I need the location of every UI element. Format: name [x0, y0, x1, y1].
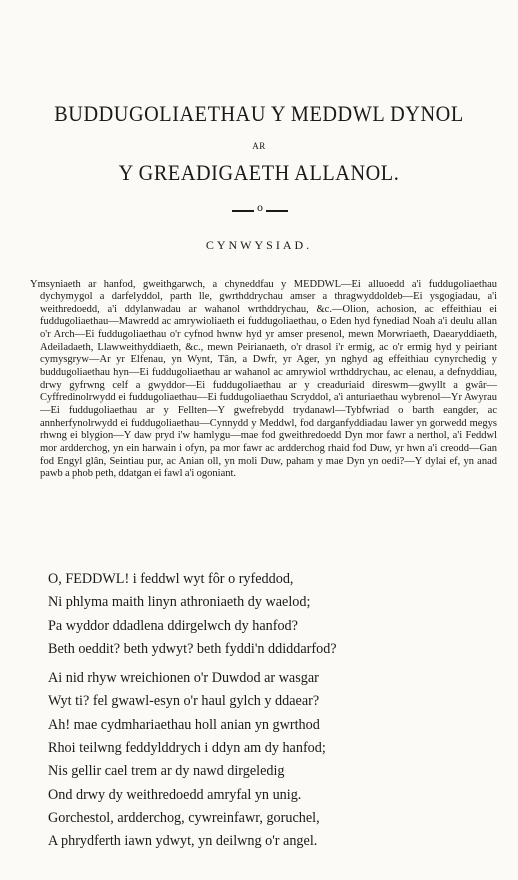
- title-connector: AR: [252, 141, 266, 151]
- poem-line: A phrydferth iawn ydwyt, yn deilwng o'r angel.: [48, 833, 318, 850]
- main-title-line-2: Y GREADIGAETH ALLANOL.: [118, 160, 400, 185]
- section-ornament: [0, 203, 518, 217]
- poem-line: Gorchestol, ardderchog, cywreinfawr, goruchel,: [48, 809, 320, 826]
- main-title-line-1: BUDDUGOLIAETHAU Y MEDDWL DYNOL: [54, 101, 464, 126]
- contents-summary: Ymsyniaeth ar hanfod, gweithgarwch, a chyneddfau y MEDDWL—Ei alluoedd a'i fuddugoliaethau dychymygol a darfelyddol, parth lle, gwrthddrychau amser a thragwyddoldeb—Ei ysgogiadau, a'i weithredoedd, a'i ddylanwadau ar wahanol wrthddrychau, &c.—Olion, achosion, ac effeithiau ei fuddugoliaethau—Mawredd ac amrywioliaeth ei fuddugoliaethau, o Eden hyd fynediad Noah a'i deulu allan o'r Arch—Ei fuddugoliaethau o'r cyfnod hwnw hyd yr amser presenol, mewn Morwriaeth, Daearyddiaeth, Adeiladaeth, Llawweithyddiaeth, &c., mewn Peirianaeth, o'r drasol i'r ermig, ac o'r ermig hyd y peiriant cymysgryw—Ar yr Elfenau, yn Wynt, Tân, a Dwfr, yr Ager, yn nghyd ag effeithiau cynyrchedig y buddugoliaethau hyn—Ei fuddugoliaethau ar wahanol ac amrywiol wrthddrychau, ac elenau, a defnyddiau, drwy gyfrwng celf a gwyddor—Ei fuddugoliaethau ar y creaduriaid direswm—gwyllt a gwâr—Cyffredinolrwydd ei fuddugoliaethau—Ei fuddugoliaethau Scryddol, a'i anturiaethau wybrenol—Yr Awyrau—Ei fuddugoliaethau ar y Fellten—Y gwefrebydd trydanawl—Tybfwriad o barth eangder, ac annherfynolrwydd ei fuddugoliaethau—Cynnydd y Meddwl, fod darganfyddiadau lawer yn gorwedd megys rhwng ei blygion—Y daw pryd i'w hamlygu—mae fod gweithredoedd Dyn mor fawr a nerthol, a'i Feddwl mor ardderchog, yn ein harwain i ofyn, pa mor fawr ac ardderchog rhaid fod Duw, yr hwn a'i creodd—Gan fod Engyl glân, Seintiau pur, ac Anian oll, yn moli Duw, paham y mae Dyn yn oedi?—Y dylai ef, yn anad pawb a phob peth, ddatgan ei fawl a'i ogoniant.: [30, 278, 497, 480]
- poem-line: Pa wyddor ddadlena ddirgelwch dy hanfod?: [48, 617, 298, 634]
- ornament-circle: o: [256, 203, 264, 214]
- ornament-rule-left: [232, 210, 254, 212]
- poem-line: Ni phlyma maith linyn athroniaeth dy waelod;: [48, 594, 311, 611]
- poem-line: Rhoi teilwng feddylddrych i ddyn am dy hanfod;: [48, 740, 326, 757]
- poem-line: Ah! mae cydmhariaethau holl anian yn gwrthod: [48, 716, 320, 733]
- poem-line: Beth oeddit? beth ydwyt? beth fyddi'n ddiddarfod?: [48, 640, 337, 657]
- ornament-rule-right: [266, 210, 288, 212]
- contents-heading: CYNWYSIAD.: [205, 238, 313, 252]
- poem: [48, 568, 498, 854]
- poem-line: Ond drwy dy weithredoedd amryfal yn unig.: [48, 786, 302, 803]
- poem-line: Wyt ti? fel gwawl-esyn o'r haul gylch y ddaear?: [48, 693, 320, 710]
- poem-line: Nis gellir cael trem ar dy nawd dirgeledig: [48, 763, 285, 780]
- poem-line: O, FEDDWL! i feddwl wyt fôr o ryfeddod,: [48, 571, 294, 587]
- poem-line: Ai nid rhyw wreichionen o'r Duwdod ar wasgar: [48, 670, 319, 687]
